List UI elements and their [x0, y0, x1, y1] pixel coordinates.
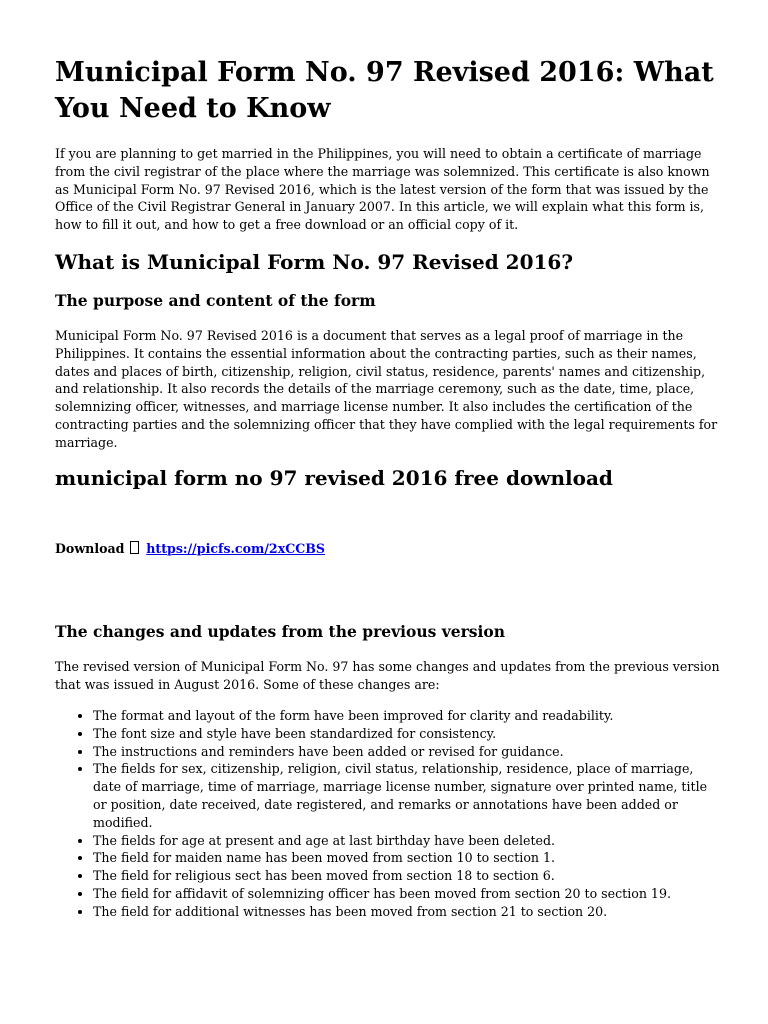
- changes-paragraph: The revised version of Municipal Form No. 97 has some changes and updates from the previous version that was issued in August 2016. Some of these changes are:: [55, 659, 720, 692]
- list-item: • The field for additional witnesses has been moved from section 21 to section 20.: [93, 903, 723, 921]
- purpose-paragraph: Municipal Form No. 97 Revised 2016 is a document that serves as a legal proof of marriage in the Philippines. It contains the essential information about the contracting parties, such as their names, dates and places of birth, citizenship, religion, civil status, residence, parents' names and citizenship, and relationship. It also records the details of the marriage ceremony, such as the date, time, place, solemnizing officer, witnesses, and marriage license number. It also includes the certification of the contracting parties and the solemnizing officer that they have complied with the legal requirements for marriage.: [55, 328, 718, 450]
- section-heading-what-is: What is Municipal Form No. 97 Revised 2016?: [55, 250, 574, 274]
- list-item: • The field for maiden name has been moved from section 10 to section 1.: [93, 849, 723, 867]
- list-item: • The fields for sex, citizenship, religion, civil status, relationship, residence, place of marriage, date of marriage, time of marriage, marriage license number, signature over printed name, title or position, date received, date registered, and remarks or annotations have been added or modified.: [93, 760, 723, 831]
- download-line: [55, 540, 325, 558]
- list-item: • The fields for age at present and age at last birthday have been deleted.: [93, 832, 723, 850]
- changes-list: [55, 707, 723, 921]
- list-item: • The field for affidavit of solemnizing officer has been moved from section 20 to section 19.: [93, 885, 723, 903]
- download-label: Download: [55, 541, 125, 556]
- download-link[interactable]: https://picfs.com/2xCCBS: [146, 541, 325, 556]
- article-title: Municipal Form No. 97 Revised 2016: What You Need to Know: [55, 57, 714, 124]
- subheading-changes: The changes and updates from the previous version: [55, 622, 505, 641]
- missing-glyph-icon: [130, 541, 139, 554]
- list-item: • The font size and style have been standardized for consistency.: [93, 725, 723, 743]
- subheading-purpose: The purpose and content of the form: [55, 291, 376, 310]
- list-item: • The format and layout of the form have been improved for clarity and readability.: [93, 707, 723, 725]
- list-item: • The instructions and reminders have been added or revised for guidance.: [93, 743, 723, 761]
- list-item: • The field for religious sect has been moved from section 18 to section 6.: [93, 867, 723, 885]
- section-heading-download: municipal form no 97 revised 2016 free download: [55, 466, 613, 490]
- intro-paragraph: If you are planning to get married in the Philippines, you will need to obtain a certificate of marriage from the civil registrar of the place where the marriage was solemnized. This certificate is also known as Municipal Form No. 97 Revised 2016, which is the latest version of the form that was issued by the Office of the Civil Registrar General in January 2007. In this article, we will explain what this form is, how to fill it out, and how to get a free download or an official copy of it.: [55, 146, 710, 233]
